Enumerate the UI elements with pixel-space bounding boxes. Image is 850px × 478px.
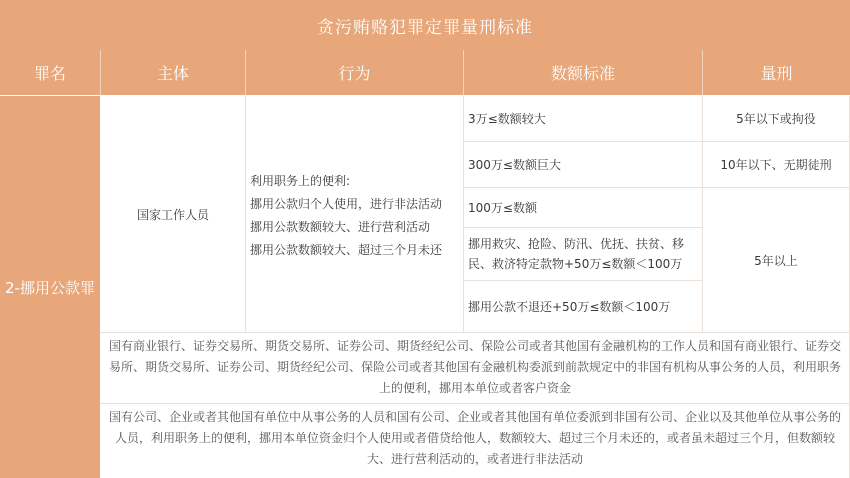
grid-line [100,332,850,333]
amount-cell: 挪用救灾、抢险、防汛、优抚、扶贫、移民、救济特定款物+50万≤数额＜100万 [468,237,685,271]
behavior-line: 挪用公款数额较大、进行营利活动 [250,220,431,234]
table-title: 贪污贿赂犯罪定罪量刑标准 [0,0,850,51]
header-crime-name: 罪名 [0,50,101,95]
sentence-cell: 5年以上 [754,253,798,268]
amount-cell: 3万≤数额较大 [468,112,546,126]
sentence-cell: 5年以下或拘役 [736,112,816,126]
grid-line [100,403,850,404]
behavior-intro: 利用职务上的便利: [250,174,351,188]
behavior-line: 挪用公款数额较大、超过三个月未还 [250,243,443,257]
crime-name-cell: 2-挪用公款罪 [0,96,100,478]
behavior-cell [250,170,460,262]
header-behavior: 行为 [246,50,464,95]
note-financial-institutions: 国有商业银行、证券交易所、期货交易所、证券公司、期货经纪公司、保险公司或者其他国有金融机构的工作人员和国有商业银行、证券交易所、期货交易所、证券公司、期货经纪公司、保险公司或者其他国有金融机构委派到前款规定中的非国有机构从事公务的人员，利用职务上的便利，挪用本单位或者客户资金 [108,339,841,395]
amount-cell: 100万≤数额 [468,201,537,215]
amount-cell: 300万≤数额巨大 [468,158,561,172]
header-subject: 主体 [101,50,246,95]
grid-line [463,96,464,332]
table-header-row [0,50,850,95]
sentence-cell: 10年以下、无期徒刑 [720,158,832,172]
note-state-owned-companies: 国有公司、企业或者其他国有单位中从事公务的人员和国有公司、企业或者其他国有单位委派到非国有公司、企业以及其他单位从事公务的人员，利用职务上的便利，挪用本单位资金归个人使用或者借贷给他人，数额较大、超过三个月未还的，或者虽未超过三个月，但数额较大、进行营利活动的，或者进行非法活动 [108,410,841,466]
subject-cell: 国家工作人员 [136,207,209,222]
header-sentence: 量刑 [760,64,793,83]
behavior-line: 挪用公款归个人使用，进行非法活动 [250,197,443,211]
grid-line [245,96,246,332]
amount-cell: 挪用公款不退还+50万≤数额＜100万 [468,300,671,314]
header-amount-standard: 数额标准 [464,50,703,95]
